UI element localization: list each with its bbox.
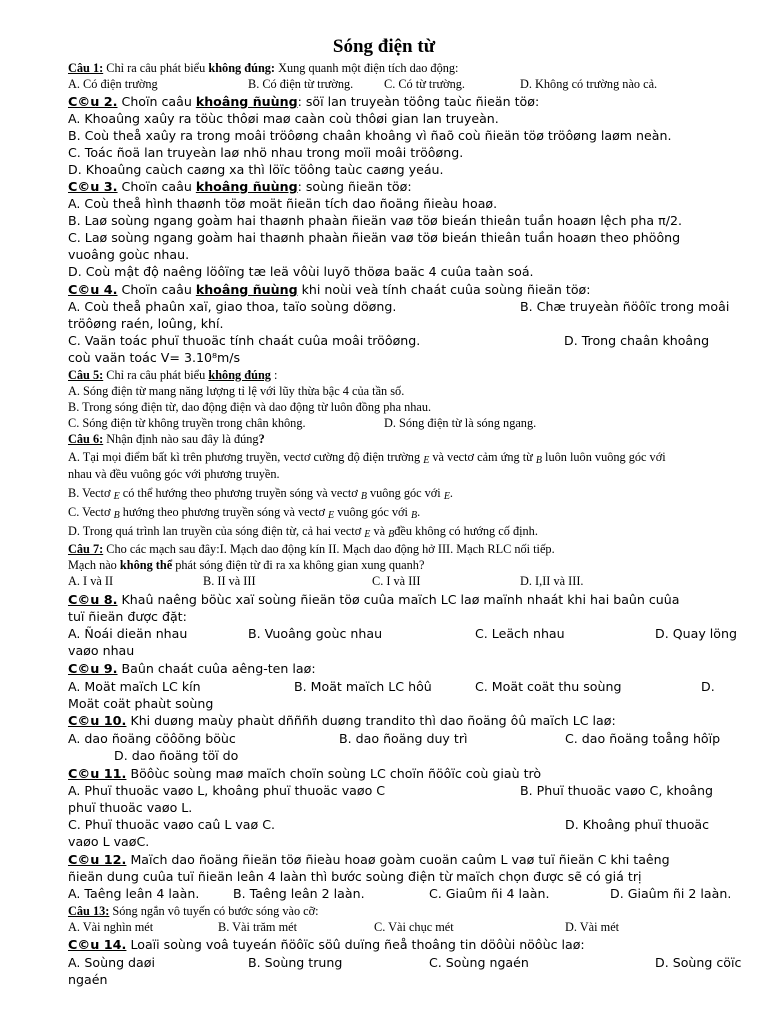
question-number: Câu 13: (68, 904, 110, 918)
question-13: Câu 13: Sóng ngắn vô tuyến có bước sóng vào cỡ: (68, 904, 319, 918)
vector-b-symbol: B (535, 455, 542, 466)
option-b[interactable]: B. Phuï thuoäc vaøo C, khoâng (520, 783, 714, 798)
option-b[interactable]: B. Có điện từ trường. (248, 77, 354, 91)
question-11: C©u 11. Böôùc soùng maø maïch choïn soùng LC choïn ñöôïc coù giaù trò (68, 766, 542, 782)
question-7-prompt: Mạch nào không thể phát sóng điện từ đi ra xa không gian xung quanh? (68, 558, 425, 572)
option-d[interactable]: D. Khoaûng caùch caøng xa thì löïc töông taùc caøng yeáu. (68, 162, 444, 177)
keyword: khoâng ñuùng (195, 179, 298, 194)
option-c[interactable]: C. dao ñoäng toång hôïp (565, 731, 721, 746)
option-b[interactable]: B. Coù theå xaûy ra trong moâi tröôøng chaân khoâng vì ñaõ coù ñieän töø tröôøng laøm neàn. (68, 128, 672, 143)
vector-e-symbol: E (423, 455, 430, 466)
option-b[interactable]: B. Moät maïch LC hôû (294, 679, 432, 694)
option-c[interactable]: C. Sóng điện từ không truyền trong chân không. (68, 416, 306, 430)
vector-b-symbol: B (360, 491, 367, 502)
question-number: C©u 10. (68, 714, 127, 729)
option-d-continued: vaøo L vaøC. (68, 834, 150, 849)
option-b[interactable]: B. II và III (203, 574, 256, 588)
option-d[interactable]: D. Giaûm ñi 2 laàn. (610, 886, 732, 901)
option-a[interactable]: A. Khoaûng xaûy ra töùc thôøi maø caàn coù thôøi gian lan truyeàn. (68, 111, 499, 126)
option-c[interactable]: C. Toác ñoä lan truyeàn laø nhö nhau trong moïi moâi tröôøng. (68, 145, 464, 160)
option-c-continued: vuoâng goùc nhau. (68, 247, 190, 262)
option-a[interactable]: A. Tại mọi điểm bất kì trên phương truyền, vectơ cường độ điện trường E và vectơ cảm ứng từ B luôn luôn vuông góc với (68, 450, 666, 466)
vector-b-symbol: B (388, 529, 395, 540)
question-14: C©u 14. Loaïi soùng voâ tuyeán ñöôïc söû duïng ñeå thoâng tin döôùi nöôùc laø: (68, 937, 585, 953)
option-c[interactable]: C. Vaän toác phuï thuoäc tính chaát cuûa moâi tröôøng. (68, 333, 421, 348)
option-c[interactable]: C. Leäch nhau (475, 626, 565, 641)
option-b-continued: phuï thuoäc vaøo L. (68, 800, 193, 815)
option-c[interactable]: C. Vài chục mét (374, 920, 454, 934)
question-8: C©u 8. Khaû naêng böùc xaï soùng ñieän töø cuûa maïch LC laø maïnh nhaát khi hai baûn cuûa (68, 592, 680, 608)
option-c[interactable]: C. Có từ trường. (384, 77, 465, 91)
option-d[interactable]: D. Soùng cöïc (655, 955, 742, 970)
vector-b-symbol: B (113, 510, 120, 521)
question-12-continued: ñieän dung cuûa tuï ñieän leân 4 laàn thì bước soùng điện từ maïch chọn được sẽ có giá trị (68, 869, 642, 884)
keyword: khoâng ñuùng (195, 282, 298, 297)
option-b[interactable]: B. Laø soùng ngang goàm hai thaønh phaàn ñieän vaø töø bieán thieân tuần hoaøn lệch pha π/2. (68, 213, 682, 228)
keyword: khoâng ñuùng (195, 94, 298, 109)
question-3: C©u 3. Choïn caâu khoâng ñuùng: soùng ñieän töø: (68, 179, 412, 195)
question-number: C©u 2. (68, 95, 118, 110)
question-number: C©u 9. (68, 662, 118, 677)
question-number: C©u 14. (68, 938, 127, 953)
question-1: Câu 1: Chỉ ra câu phát biểu không đúng: Xung quanh một điện tích dao động: (68, 61, 459, 75)
question-4: C©u 4. Choïn caâu khoâng ñuùng khi noùi veà tính chaát cuûa soùng ñieän töø: (68, 282, 591, 298)
vector-e-symbol: E (328, 510, 335, 521)
question-12: C©u 12. Maïch dao ñoäng ñieän töø ñieàu hoaø goàm cuoän caûm L vaø tuï ñieän C khi taêng (68, 852, 670, 868)
option-c[interactable]: C. Moät coät thu soùng (475, 679, 622, 694)
option-d[interactable]: D. Khoâng phuï thuoäc (565, 817, 710, 832)
option-b[interactable]: B. Vuoâng goùc nhau (248, 626, 383, 641)
option-c[interactable]: C. Giaûm ñi 4 laàn. (429, 886, 550, 901)
option-c[interactable]: C. Soùng ngaén (429, 955, 529, 970)
question-number: C©u 12. (68, 853, 127, 868)
option-c[interactable]: C. I và III (372, 574, 421, 588)
question-number: C©u 11. (68, 767, 127, 782)
option-d[interactable]: D. I,II và III. (520, 574, 584, 588)
option-b[interactable]: B. dao ñoäng duy trì (339, 731, 468, 746)
page-title: Sóng điện từ (332, 36, 436, 57)
question-number: Câu 7: (68, 542, 104, 556)
option-b[interactable]: B. Vài trăm mét (218, 920, 298, 934)
option-a[interactable]: A. Taêng leân 4 laàn. (68, 886, 200, 901)
option-b[interactable]: B. Chæ truyeàn ñöôïc trong moâi (520, 299, 730, 314)
question-number: Câu 6: (68, 432, 104, 446)
question-number: Câu 1: (68, 61, 104, 75)
option-c[interactable]: C. Laø soùng ngang goàm hai thaønh phaàn ñieän vaø töø bieán thieân tuần hoaøn theo phöông (68, 230, 681, 245)
question-9: C©u 9. Baûn chaát cuûa aêng-ten laø: (68, 661, 316, 677)
vector-b-symbol: B (411, 510, 418, 521)
option-a[interactable]: A. Phuï thuoäc vaøo L, khoâng phuï thuoäc vaøo C (68, 783, 386, 798)
vector-e-symbol: E (113, 491, 120, 502)
option-a-continued: nhau và đều vuông góc với phương truyền. (68, 467, 280, 481)
question-number: C©u 8. (68, 593, 118, 608)
question-7: Câu 7: Cho các mạch sau đây:I. Mạch dao động kín II. Mạch dao động hở III. Mạch RLC nối tiếp. (68, 542, 555, 556)
option-b[interactable]: B. Trong sóng điện từ, dao động điện và dao động từ luôn đồng pha nhau. (68, 400, 432, 414)
keyword: không đúng (208, 368, 271, 382)
option-a[interactable]: A. Vài nghìn mét (68, 920, 154, 934)
option-d[interactable]: D. Trong chaân khoâng (564, 333, 710, 348)
option-a[interactable]: A. Soùng daøi (68, 955, 155, 970)
option-c[interactable]: C. Phuï thuoäc vaøo caû L vaø C. (68, 817, 276, 832)
keyword: không đúng: (208, 61, 276, 75)
option-d-continued: Moät coät phaùt soùng (68, 696, 214, 711)
vector-e-symbol: E (364, 529, 371, 540)
option-b[interactable]: B. Taêng leân 2 laàn. (233, 886, 365, 901)
question-8-continued: tuï ñieän được đặt: (68, 609, 187, 624)
option-a[interactable]: A. Coù theå hình thaønh töø moät ñieän tích dao ñoäng ñieàu hoaø. (68, 196, 498, 211)
question-10: C©u 10. Khi duøng maùy phaùt dñññh duøng trandito thì dao ñoäng ôû maïch LC laø: (68, 713, 616, 729)
option-d[interactable]: D. (701, 679, 715, 694)
option-c[interactable]: C. Vectơ B hướng theo phương truyền sóng và vectơ E vuông góc với B. (68, 505, 421, 521)
option-a[interactable]: A. Moät maïch LC kín (68, 679, 201, 694)
vector-e-symbol: E (443, 491, 450, 502)
question-number: C©u 4. (68, 283, 118, 298)
question-number: Câu 5: (68, 368, 104, 382)
option-d[interactable]: D. dao ñoäng töï do (114, 748, 239, 763)
option-b-continued: tröôøng raén, loûng, khí. (68, 316, 224, 331)
option-a[interactable]: A. dao ñoäng cöôõng böùc (68, 731, 236, 746)
question-6: Câu 6: Nhận định nào sau đây là đúng? (68, 432, 265, 446)
option-d-continued: ngaén (68, 972, 108, 987)
option-d[interactable]: D. Không có trường nào cả. (520, 77, 658, 91)
option-d[interactable]: D. Trong quá trình lan truyền của sóng điện từ, cả hai vectơ E và Bđều không có hướng cố định. (68, 524, 538, 540)
question-number: C©u 3. (68, 180, 118, 195)
option-d-continued: coù vaän toác V= 3.10⁸m/s (68, 350, 241, 365)
option-a[interactable]: A. Ñoái dieän nhau (68, 626, 188, 641)
question-2: C©u 2. Choïn caâu khoâng ñuùng: söï lan truyeàn töông taùc ñieän töø: (68, 94, 540, 110)
option-d[interactable]: D. Coù mật độ naêng löôïng tæ leä vôùi luyõ thöøa baäc 4 cuûa taàn soá. (68, 264, 534, 279)
option-d[interactable]: D. Sóng điện từ là sóng ngang. (384, 416, 537, 430)
option-a[interactable]: A. Coù theå phaûn xaï, giao thoa, taïo soùng döøng. (68, 299, 397, 314)
option-b[interactable]: B. Soùng trung (248, 955, 343, 970)
option-a[interactable]: A. Sóng điện từ mang năng lượng tỉ lệ với lũy thừa bậc 4 của tần số. (68, 384, 405, 398)
option-d[interactable]: D. Vài mét (565, 920, 620, 934)
option-d[interactable]: D. Quay löng (655, 626, 737, 641)
question-5: Câu 5: Chỉ ra câu phát biểu không đúng : (68, 368, 278, 382)
option-a[interactable]: A. Có điện trường (68, 77, 158, 91)
option-d-continued: vaøo nhau (68, 643, 135, 658)
option-a[interactable]: A. I và II (68, 574, 114, 588)
keyword: không thể (119, 558, 173, 572)
option-b[interactable]: B. Vectơ E có thể hướng theo phương truyền sóng và vectơ B vuông góc với E. (68, 486, 453, 502)
